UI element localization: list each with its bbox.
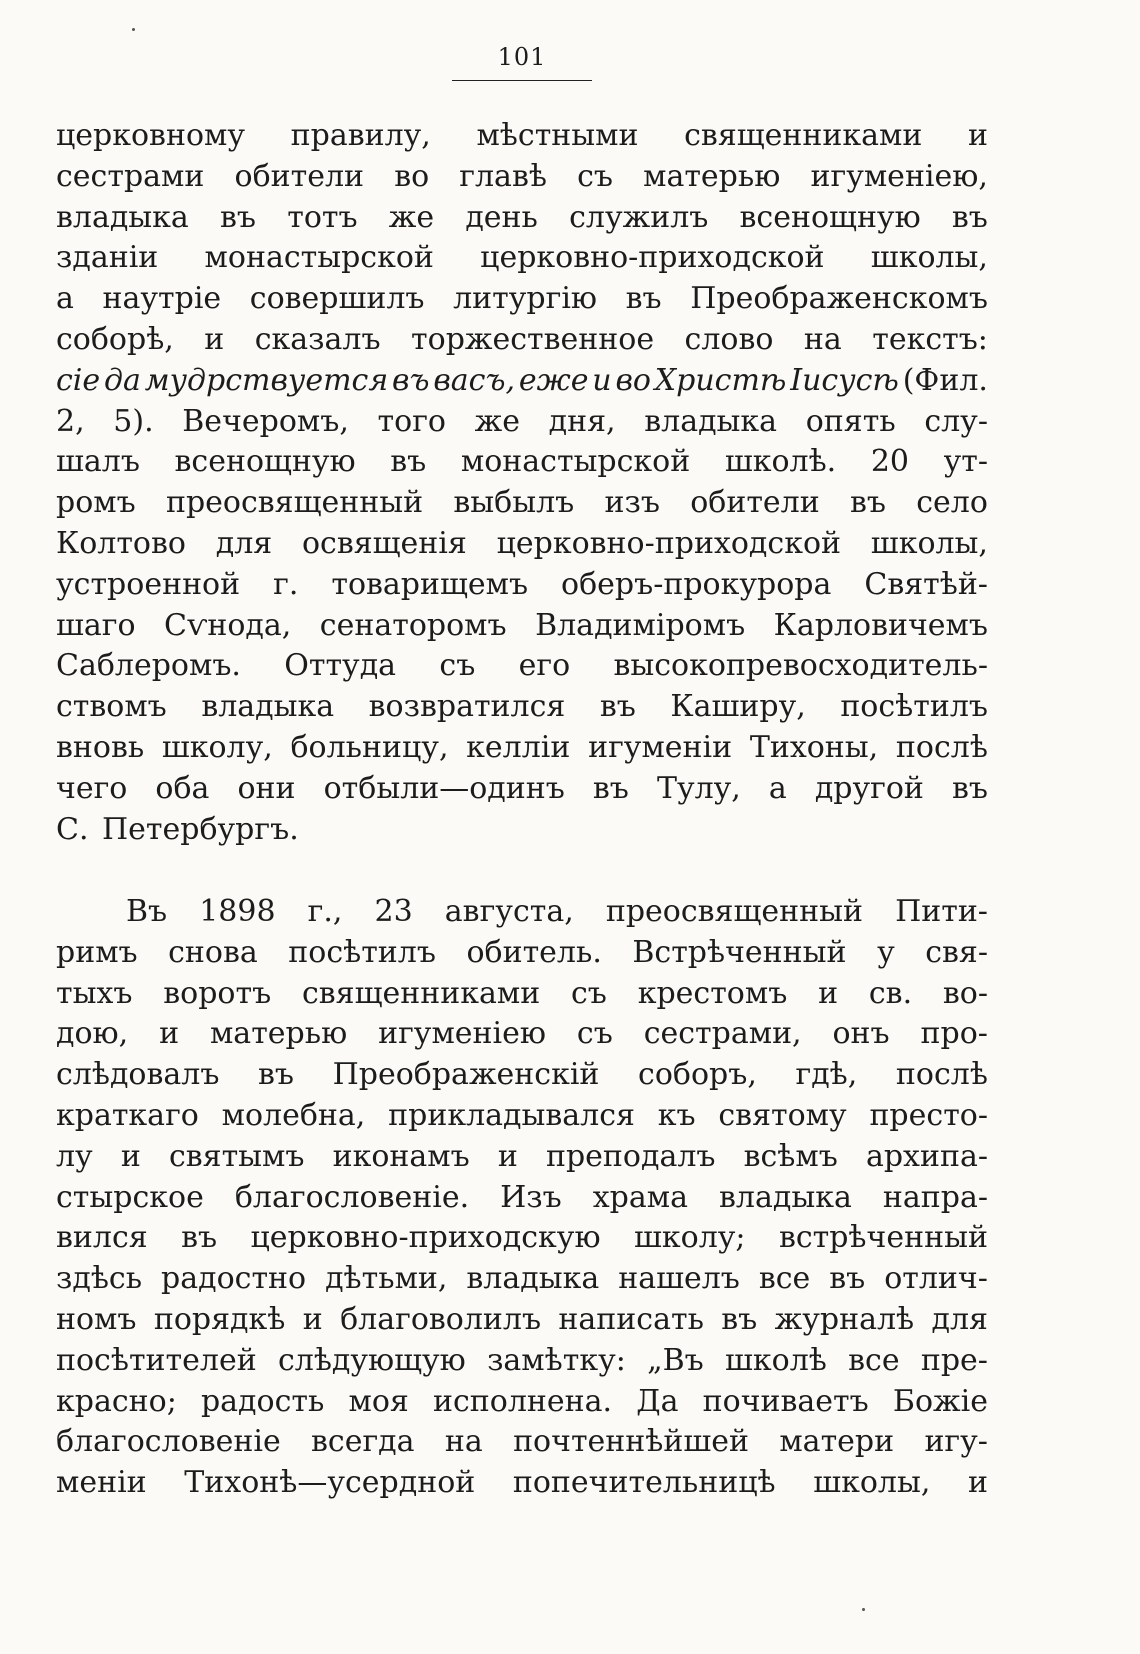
word: въ <box>390 444 427 480</box>
word: дня, <box>548 403 616 439</box>
word: больницу, <box>290 729 449 765</box>
word: опять <box>805 403 896 439</box>
word: посѣтителей <box>56 1342 257 1378</box>
text-line <box>56 1300 988 1341</box>
word: посѣтилъ <box>840 689 988 725</box>
word: зданіи <box>56 240 159 276</box>
text-line <box>56 361 988 402</box>
text-line <box>56 1463 988 1504</box>
print-speck <box>862 1608 865 1611</box>
word: почтеннѣйшей <box>513 1424 750 1460</box>
word: все <box>758 1261 811 1297</box>
word: Колтово <box>56 525 186 561</box>
word: Встрѣченный <box>632 934 847 970</box>
text-line <box>56 442 988 483</box>
word: всенощную <box>739 199 921 235</box>
word: архипа- <box>865 1138 988 1174</box>
page-number-rule <box>452 80 592 81</box>
word: встрѣченный <box>778 1220 988 1256</box>
word: святымъ <box>168 1138 305 1174</box>
text-line <box>56 1014 988 1055</box>
word: сестрами <box>56 158 205 194</box>
word: тотъ <box>287 199 358 235</box>
word: Пити- <box>895 894 988 929</box>
word: же <box>388 199 435 235</box>
word: 1898 <box>199 894 276 929</box>
word: а <box>768 770 787 806</box>
word: же <box>474 403 520 439</box>
word: послѣ <box>895 729 988 765</box>
word: оба <box>155 770 210 806</box>
word: въ <box>951 199 988 235</box>
word: 2, <box>56 403 85 439</box>
word: на <box>803 321 842 357</box>
word: во- <box>942 975 988 1011</box>
word: посѣтилъ <box>288 934 436 970</box>
word: Карловичемъ <box>773 607 988 643</box>
word: Петербургъ. <box>102 811 299 847</box>
word: церковно-приходскую <box>250 1220 601 1256</box>
text-line <box>56 565 988 606</box>
word: Оттуда <box>284 648 397 684</box>
word: школу; <box>634 1220 746 1256</box>
word: крестомъ <box>637 975 788 1011</box>
word: и <box>967 1465 988 1501</box>
text-line <box>56 646 988 687</box>
word: радость <box>200 1383 325 1419</box>
word: Каширу, <box>670 689 806 725</box>
word: въ <box>721 1301 758 1337</box>
word: школы, <box>870 525 988 561</box>
word: шалъ <box>56 444 140 480</box>
word: сестрами, <box>643 1016 802 1052</box>
text-line <box>56 1382 988 1423</box>
word: село <box>916 485 988 521</box>
word: свя- <box>925 934 988 970</box>
paragraph-1 <box>56 116 988 850</box>
word: стырское <box>56 1179 204 1215</box>
word: молебна, <box>221 1097 366 1133</box>
word: вился <box>56 1220 148 1256</box>
word: краткаго <box>56 1097 199 1133</box>
word: оберъ-прокурора <box>561 566 832 602</box>
text-line <box>56 974 988 1015</box>
word: въ <box>850 485 886 521</box>
word: въ <box>181 1220 218 1256</box>
word: владыка <box>466 1261 600 1297</box>
word: Сѵнода, <box>164 607 292 643</box>
word: пре- <box>920 1342 988 1378</box>
print-speck <box>132 28 135 31</box>
word: школѣ. <box>724 444 837 480</box>
word: прикладывался <box>388 1097 635 1133</box>
word: школы, <box>813 1465 931 1501</box>
word: Тихоны, <box>749 729 879 765</box>
word: и <box>967 118 988 153</box>
word: текстъ: <box>872 321 988 357</box>
text-line <box>56 1055 988 1096</box>
word: исполнена. <box>432 1383 613 1419</box>
word: они <box>237 770 296 806</box>
text-line <box>56 320 988 361</box>
word: и <box>497 1138 518 1174</box>
word: благоволилъ <box>340 1301 542 1337</box>
word: въ <box>625 281 662 317</box>
word: игу- <box>924 1424 988 1460</box>
word: ут- <box>943 444 988 480</box>
word: школы, <box>870 240 988 276</box>
word: Саблеромъ. <box>56 648 241 684</box>
text-line <box>56 524 988 565</box>
word: устроенной <box>56 566 241 602</box>
word: у <box>877 934 895 970</box>
word: меніи <box>56 1465 147 1501</box>
text-line <box>56 687 988 728</box>
text-line <box>56 1218 988 1259</box>
word: мудрствуется <box>144 362 389 398</box>
word: матери <box>779 1424 895 1460</box>
word: благословеніе <box>56 1424 281 1460</box>
word: номъ <box>56 1301 137 1337</box>
word: вновь <box>56 729 145 765</box>
word: онъ <box>832 1016 890 1052</box>
word: С. <box>56 811 89 847</box>
word: церковному <box>56 118 245 153</box>
word: въ <box>599 689 636 725</box>
word: другой <box>814 770 924 806</box>
word: Преображенскій <box>332 1057 600 1093</box>
word: церковно-приходской <box>480 240 825 276</box>
word: обитель. <box>466 934 602 970</box>
word: дою, <box>56 1016 129 1052</box>
word: иконамъ <box>332 1138 470 1174</box>
word: на <box>444 1424 483 1460</box>
word: литургію <box>453 281 598 317</box>
text-line <box>56 933 988 974</box>
text-line <box>56 483 988 524</box>
word: благословеніе. <box>234 1179 470 1215</box>
word: въ <box>258 1057 294 1093</box>
word: Святѣй- <box>864 566 988 602</box>
word: въ <box>392 362 430 398</box>
word: въ <box>592 770 629 806</box>
word: всенощную <box>174 444 356 480</box>
word: напра- <box>882 1179 988 1215</box>
word: день <box>465 199 538 235</box>
word: преосвященный <box>605 894 863 929</box>
word: всѣмъ <box>743 1138 838 1174</box>
word: слѣдовалъ <box>56 1057 220 1093</box>
word: 23 <box>374 894 413 929</box>
word: выбылъ <box>453 485 575 521</box>
word: возвратился <box>368 689 566 725</box>
text-line <box>56 116 988 157</box>
word: и <box>302 1301 323 1337</box>
word: главѣ <box>459 158 547 194</box>
word: 20 <box>870 444 909 480</box>
text-line <box>56 198 988 239</box>
text-line <box>56 810 988 851</box>
word: „Въ <box>647 1342 704 1378</box>
word: красно; <box>56 1383 177 1419</box>
word: для <box>215 525 273 561</box>
word: моя <box>348 1383 409 1419</box>
word: владыка <box>201 689 335 725</box>
word: Преображенскомъ <box>690 281 988 317</box>
word: церковно-приходской <box>496 525 842 561</box>
word: замѣтку: <box>487 1342 626 1378</box>
word: Божіе <box>892 1383 988 1419</box>
word: про- <box>920 1016 988 1052</box>
word: обители <box>234 158 365 194</box>
word: всегда <box>311 1424 415 1460</box>
word: соборѣ, <box>56 321 174 357</box>
word: лу <box>56 1138 93 1174</box>
word: матерью <box>643 158 781 194</box>
word: г. <box>273 566 299 602</box>
text-line <box>56 1341 988 1382</box>
word: келліи <box>466 729 571 765</box>
word: радостно <box>161 1261 307 1297</box>
word: и <box>159 1016 180 1052</box>
text-line <box>56 1096 988 1137</box>
word: сказалъ <box>254 321 381 357</box>
word: мѣстными <box>476 118 639 153</box>
word: торжественное <box>411 321 655 357</box>
word: нашелъ <box>618 1261 740 1297</box>
word: сенаторомъ <box>319 607 507 643</box>
word: и <box>120 1138 141 1174</box>
text-line <box>56 892 988 933</box>
word: гдѣ, <box>795 1057 858 1093</box>
word: святому <box>718 1097 847 1133</box>
word: сіе <box>56 362 101 398</box>
word: попечительницѣ <box>512 1465 776 1501</box>
word: для <box>931 1301 988 1337</box>
word: снова <box>168 934 258 970</box>
word: все <box>848 1342 900 1378</box>
word: (Фил. <box>902 362 988 398</box>
word: престо- <box>869 1097 988 1133</box>
word: во <box>394 158 430 194</box>
word: журналѣ <box>774 1301 915 1337</box>
word: слѣдующую <box>277 1342 466 1378</box>
word: игуменіи <box>588 729 733 765</box>
word: въ <box>220 199 257 235</box>
word: воротъ <box>163 975 272 1011</box>
word: въ <box>951 770 988 806</box>
word: правилу, <box>290 118 431 153</box>
word: ромъ <box>56 485 136 521</box>
word: изъ <box>604 485 660 521</box>
word: владыка <box>644 403 778 439</box>
word: его <box>518 648 571 684</box>
word: и <box>204 321 225 357</box>
text-line <box>56 279 988 320</box>
word: священниками <box>301 975 541 1011</box>
word: г., <box>307 894 343 929</box>
text-line <box>56 606 988 647</box>
word: наутріе <box>102 281 222 317</box>
word: съ <box>576 1016 613 1052</box>
word: слово <box>684 321 774 357</box>
word: священниками <box>684 118 923 153</box>
word: преподалъ <box>545 1138 716 1174</box>
word: еже <box>518 362 589 398</box>
text-line <box>56 1137 988 1178</box>
word: преосвященный <box>165 485 424 521</box>
word: августа, <box>444 894 574 929</box>
text-line <box>56 728 988 769</box>
word: школѣ <box>725 1342 827 1378</box>
word: Іисусѣ <box>790 362 899 398</box>
word: Вечеромъ, <box>182 403 349 439</box>
text-line <box>56 402 988 443</box>
word: а <box>56 281 74 317</box>
word: съ <box>571 975 607 1011</box>
word: школу, <box>161 729 273 765</box>
word: монастырской <box>204 240 434 276</box>
word: владыка <box>719 1179 852 1215</box>
word: освященія <box>301 525 467 561</box>
text-line <box>56 769 988 810</box>
word: чего <box>56 770 128 806</box>
text-line <box>56 1178 988 1219</box>
text-line <box>56 238 988 279</box>
word: служилъ <box>569 199 709 235</box>
word: Да <box>636 1383 679 1419</box>
word: къ <box>657 1097 696 1133</box>
word: Тихонѣ—усердной <box>184 1465 476 1501</box>
word: порядкѣ <box>153 1301 286 1337</box>
word: матерью <box>209 1016 348 1052</box>
word: совершилъ <box>249 281 425 317</box>
word: съ <box>577 158 613 194</box>
word: и <box>818 975 839 1011</box>
text-line <box>56 1259 988 1300</box>
word: во <box>615 362 651 398</box>
word: здѣсь <box>56 1261 143 1297</box>
word: обители <box>690 485 820 521</box>
text-line <box>56 1422 988 1463</box>
word: 5). <box>113 403 154 439</box>
word: отлич- <box>884 1261 988 1297</box>
word: игуменіею <box>378 1016 547 1052</box>
word: и <box>592 362 612 398</box>
page-number: 101 <box>497 43 547 71</box>
word: да <box>103 362 141 398</box>
word: игуменіею, <box>810 158 988 194</box>
word: тыхъ <box>56 975 133 1011</box>
word: отбыли—одинъ <box>323 770 565 806</box>
word: товарищемъ <box>331 566 529 602</box>
word: соборъ, <box>638 1057 757 1093</box>
word: римъ <box>56 934 138 970</box>
paragraph-2 <box>56 892 988 1504</box>
word: съ <box>439 648 476 684</box>
word: послѣ <box>895 1057 988 1093</box>
word: монастырской <box>460 444 691 480</box>
word: Тулу, <box>656 770 741 806</box>
text-line <box>56 157 988 198</box>
word: того <box>377 403 446 439</box>
word: написать <box>558 1301 704 1337</box>
word: высокопревосходитель- <box>613 648 988 684</box>
word: ствомъ <box>56 689 167 725</box>
word: св. <box>868 975 913 1011</box>
word: слу- <box>924 403 988 439</box>
word: Владиміромъ <box>535 607 746 643</box>
word: почиваетъ <box>702 1383 869 1419</box>
word: въ <box>829 1261 866 1297</box>
word: дѣтьми, <box>325 1261 448 1297</box>
word: храма <box>592 1179 688 1215</box>
word: Изъ <box>500 1179 562 1215</box>
word: владыка <box>56 199 189 235</box>
word: шаго <box>56 607 136 643</box>
word: Христѣ <box>654 362 787 398</box>
word: Въ <box>126 894 168 929</box>
word: васъ, <box>433 362 516 398</box>
